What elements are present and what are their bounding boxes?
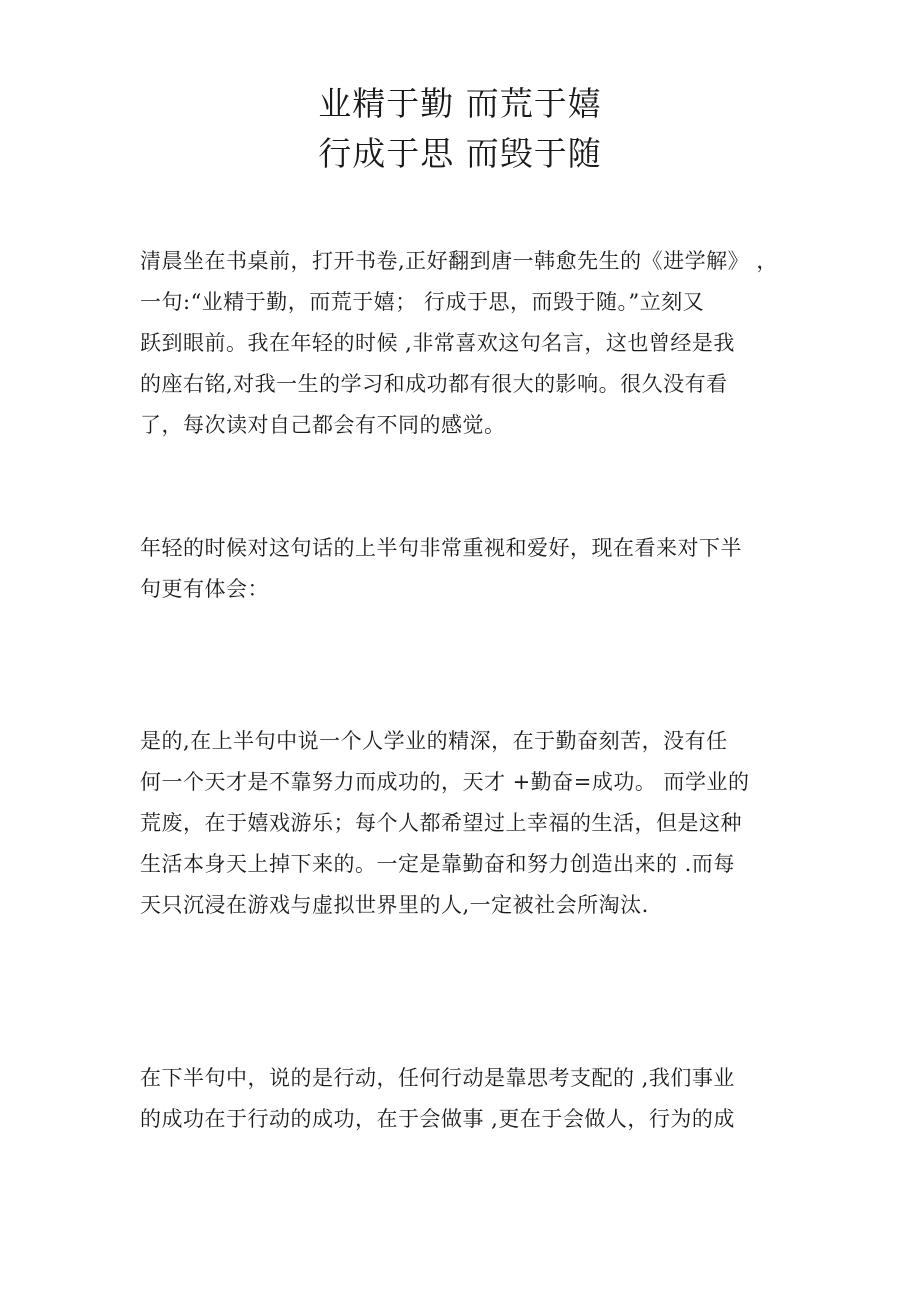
paragraph-3: [140, 721, 780, 926]
paragraph-4: [140, 1058, 780, 1140]
title-line-2: 行成于思 而毁于随: [318, 134, 602, 173]
paragraph-line: 的座右铭,对我一生的学习和成功都有很大的影响。很久没有看: [140, 372, 728, 396]
paragraph-1: [140, 241, 780, 446]
paragraph-line: 在下半句中，说的是行动，任何行动是靠思考支配的 ,我们事业: [140, 1066, 735, 1090]
paragraph-2: [140, 528, 780, 610]
paragraph-line: 清晨坐在书桌前，打开书卷,正好翻到唐一韩愈先生的《进学解》 ，: [140, 249, 778, 273]
paragraph-line: 一句:“业精于勤，而荒于嬉； 行成于思，而毁于随。”立刻又: [140, 290, 705, 314]
paragraph-line: 年轻的时候对这句话的上半句非常重视和爱好，现在看来对下半: [140, 536, 742, 560]
paragraph-line: 荒废，在于嬉戏游乐；每个人都希望过上幸福的生活，但是这种: [140, 811, 742, 835]
paragraph-line: 了，每次读对自己都会有不同的感觉。: [140, 413, 506, 437]
paragraph-line: 是的,在上半句中说一个人学业的精深，在于勤奋刻苦，没有任: [140, 729, 728, 753]
paragraph-line: 句更有体会：: [140, 577, 269, 601]
paragraph-line: 生活本身天上掉下来的。一定是靠勤奋和努力创造出来的 .而每: [140, 852, 735, 876]
paragraph-line: 天只沉浸在游戏与虚拟世界里的人,一定被社会所淘汰.: [140, 893, 649, 917]
paragraph-line: 跃到眼前。我在年轻的时候 ,非常喜欢这句名言，这也曾经是我: [140, 331, 735, 355]
title-line-1: 业精于勤 而荒于嬉: [318, 84, 602, 123]
paragraph-line: 何一个天才是不靠努力而成功的，天才 +勤奋=成功。 而学业的: [140, 770, 750, 794]
paragraph-line: 的成功在于行动的成功，在于会做事 ,更在于会做人，行为的成: [140, 1107, 735, 1131]
